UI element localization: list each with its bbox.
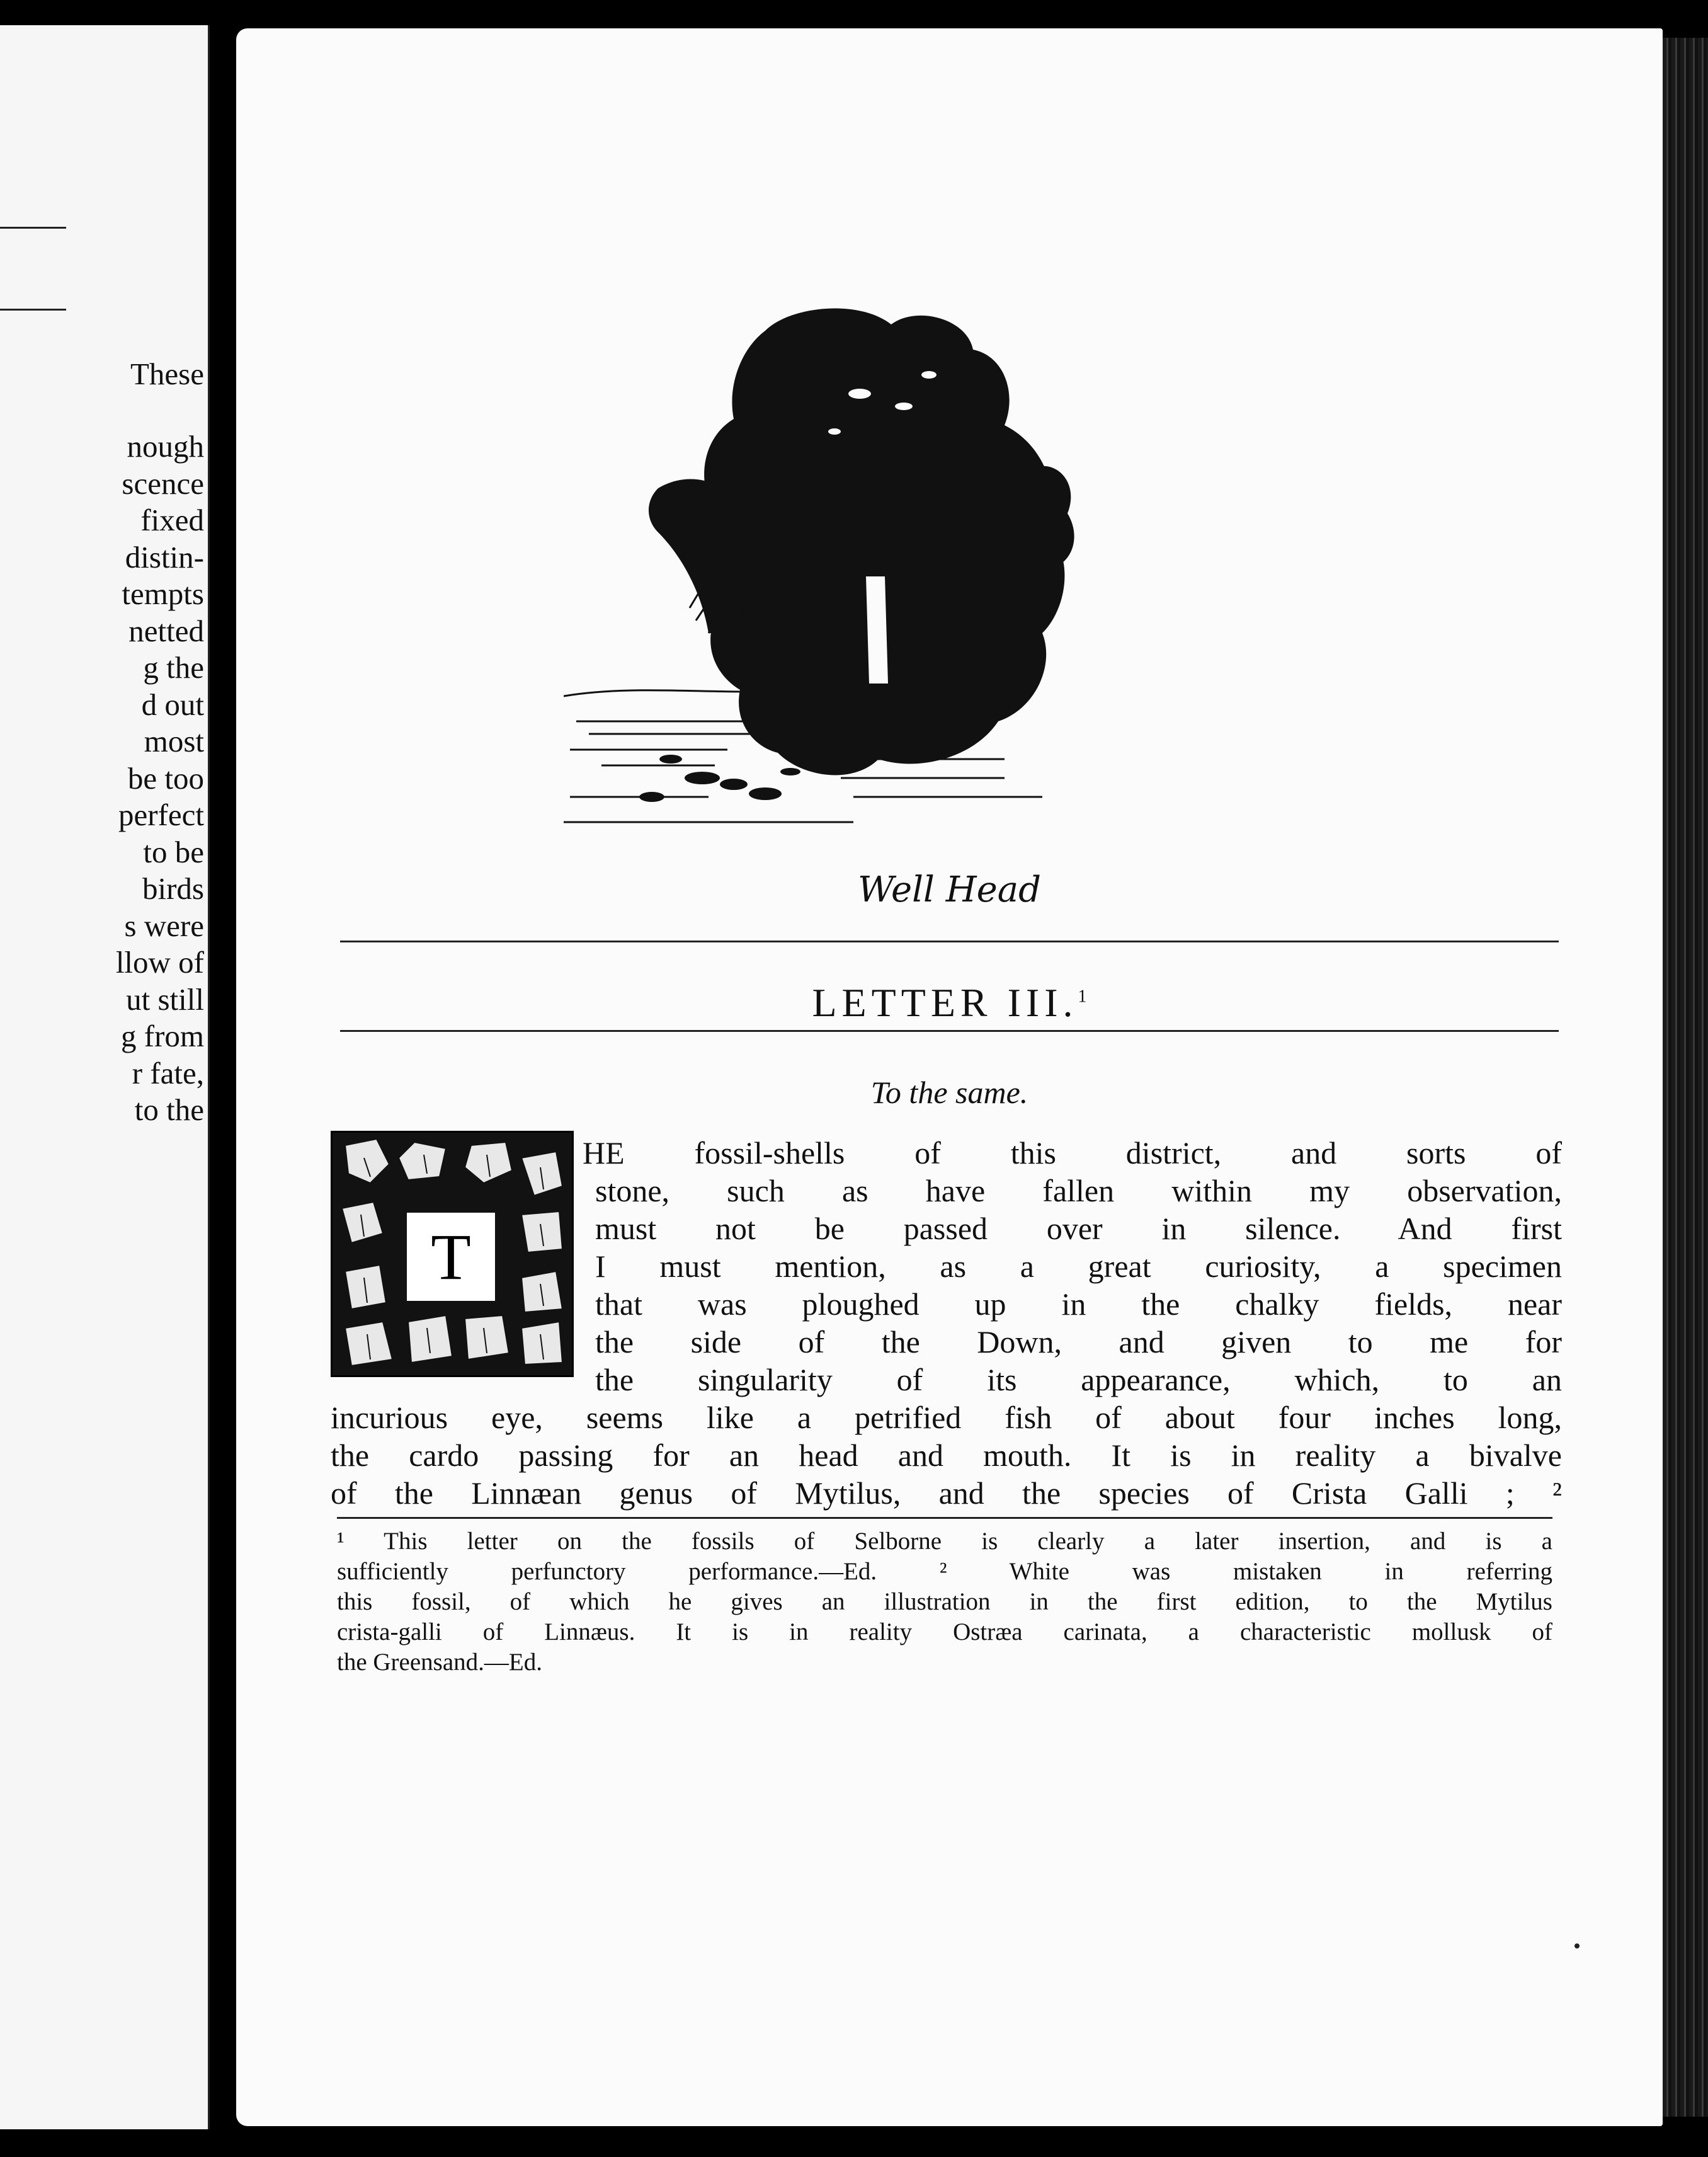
facing-page-line: be too	[127, 760, 204, 796]
facing-page-line: to be	[143, 834, 204, 869]
ornamental-drop-cap	[331, 1131, 574, 1377]
letter-title: LETTER III.	[812, 980, 1078, 1025]
body-line: must not be passed over in silence. And first	[595, 1211, 1562, 1246]
footnote-line: crista-galli of Linnæus. It is in reality Ostræa carinata, a characteristic mollusk of	[337, 1618, 1552, 1645]
body-line: stone, such as have fallen within my observation,	[595, 1173, 1562, 1208]
footnote-line: the Greensand.—Ed.	[337, 1649, 542, 1676]
book-edge	[1663, 38, 1708, 2117]
facing-page-rule	[0, 309, 66, 311]
facing-page-line: nough	[127, 429, 204, 464]
body-line: HE fossil-shells of this district, and sorts of	[583, 1135, 1562, 1170]
facing-page-line: perfect	[118, 798, 204, 832]
footnotes	[337, 1526, 1552, 1678]
body-line: the cardo passing for an head and mouth. It is in reality a bivalve	[331, 1438, 1562, 1473]
facing-page-line: tempts	[122, 576, 204, 611]
body-line: the singularity of its appearance, which, to an	[595, 1362, 1562, 1397]
facing-page-rule	[0, 227, 66, 229]
facing-page-line: to the	[134, 1092, 204, 1127]
illustration-caption: Well Head	[858, 869, 1041, 910]
footnote-line: ¹ This letter on the fossils of Selborne is clearly a later insertion, and is a	[337, 1528, 1552, 1555]
facing-page	[0, 25, 210, 2129]
drop-cap-letter: T	[407, 1213, 495, 1301]
facing-page-line: birds	[142, 871, 204, 906]
facing-page-line: fixed	[140, 503, 204, 537]
body-line: incurious eye, seems like a petrified fish of about four inches long,	[331, 1400, 1562, 1435]
footnote-rule	[337, 1517, 1552, 1519]
body-line: I must mention, as a great curiosity, a specimen	[595, 1249, 1562, 1284]
facing-page-line: netted	[128, 613, 204, 648]
letter-heading	[236, 980, 1663, 1026]
facing-page-line: most	[144, 724, 204, 758]
footnote-line: sufficiently perfunctory performance.—Ed. ² White was mistaken in referring	[337, 1558, 1552, 1585]
body-line: that was ploughed up in the chalky fields, near	[595, 1286, 1562, 1322]
facing-page-line: s were	[124, 908, 204, 943]
page-speck	[1574, 1943, 1580, 1948]
footnote-line: this fossil, of which he gives an illustration in the first edition, to the Mytilus	[337, 1588, 1552, 1615]
body-line: of the Linnæan genus of Mytilus, and the species of Crista Galli ; ²	[331, 1475, 1562, 1511]
well-head-illustration	[564, 280, 1143, 847]
heading-rule-top	[340, 941, 1559, 942]
book-page	[236, 28, 1663, 2126]
body-line: the side of the Down, and given to me for	[595, 1324, 1562, 1359]
footnote-marker: 1	[1078, 987, 1087, 1007]
heading-rule-bottom	[340, 1030, 1559, 1032]
facing-page-line: ut still	[126, 981, 204, 1017]
facing-page-lines	[6, 428, 208, 1129]
facing-page-line: d out	[141, 687, 204, 722]
facing-page-line: g the	[143, 650, 204, 685]
salutation: To the same.	[870, 1075, 1028, 1110]
facing-page-line: llow of	[115, 945, 204, 980]
facing-page-line: scence	[122, 466, 204, 501]
facing-page-line: r fate,	[132, 1055, 204, 1090]
facing-page-first-line: These	[130, 357, 204, 391]
facing-page-line: g from	[121, 1019, 204, 1053]
facing-page-line: distin-	[125, 539, 204, 575]
